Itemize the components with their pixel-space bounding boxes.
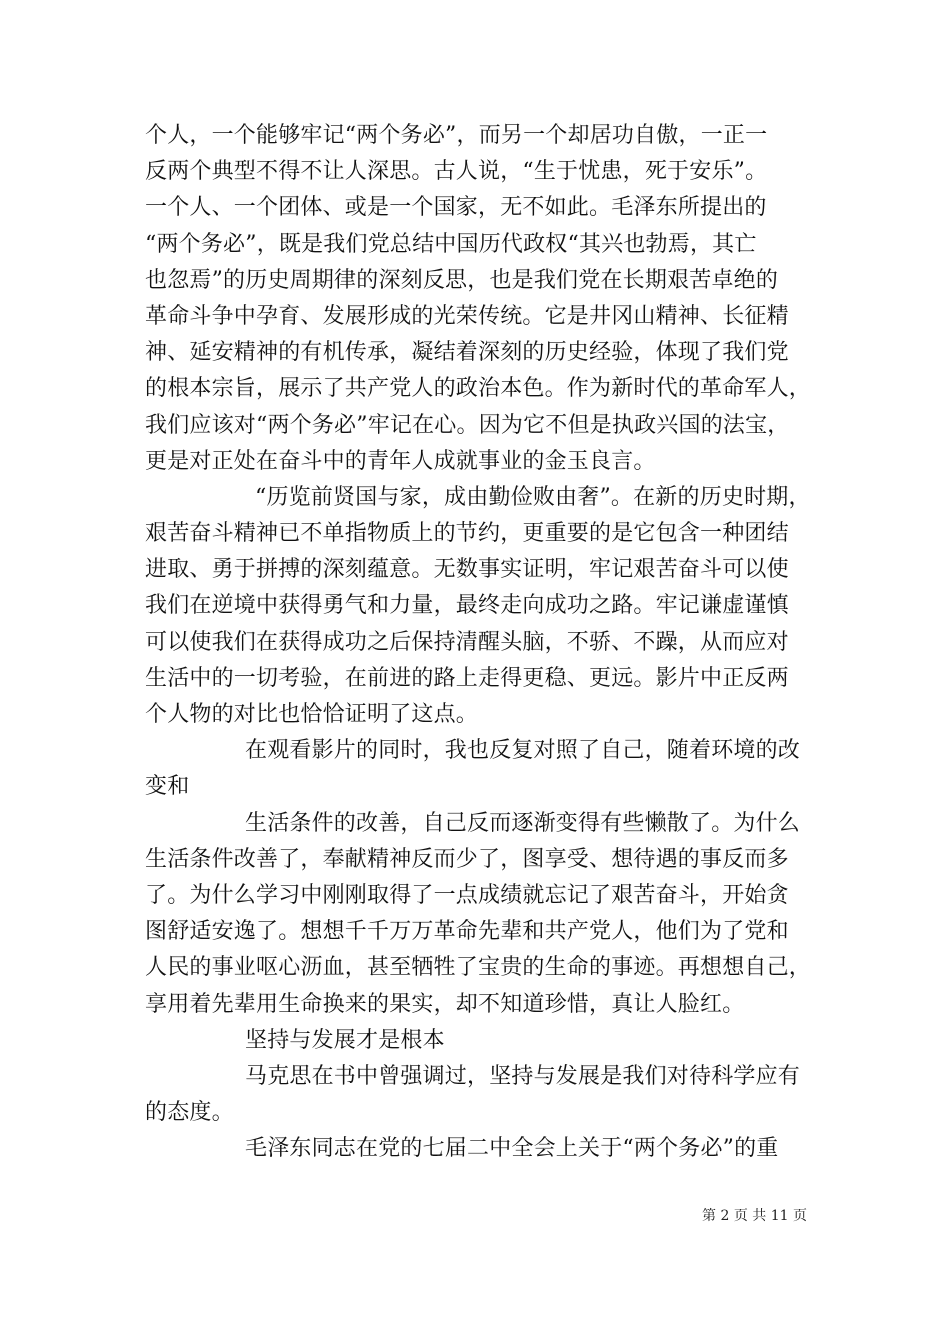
text-line: 人民的事业呕心沥血，甚至牺牲了宝贵的生命的事迹。再想想自己， (145, 955, 812, 981)
paragraph-start-line: 在观看影片的同时，我也反复对照了自己，随着环境的改 (245, 738, 801, 764)
paragraph-start-line: 毛泽东同志在党的七届二中全会上关于“两个务必”的重 (245, 1136, 779, 1162)
text-line: 也忽焉”的历史周期律的深刻反思，也是我们党在长期艰苦卓绝的 (145, 267, 779, 293)
text-line: 的根本宗旨，展示了共产党人的政治本色。作为新时代的革命军人， (145, 376, 812, 402)
text-line: 生活中的一切考验，在前进的路上走得更稳、更远。影片中正反两 (145, 665, 789, 691)
text-line: 更是对正处在奋斗中的青年人成就事业的金玉良言。 (145, 448, 656, 474)
text-line: 可以使我们在获得成功之后保持清醒头脑，不骄、不躁，从而应对 (145, 629, 789, 655)
text-line: 享用着先辈用生命换来的果实，却不知道珍惜，真让人脸红。 (145, 991, 745, 1017)
text-line: 图舒适安逸了。想想千千万万革命先辈和共产党人，他们为了党和 (145, 919, 789, 945)
text-line: 革命斗争中孕育、发展形成的光荣传统。它是井冈山精神、长征精 (145, 303, 789, 329)
paragraph-start-line: 马克思在书中曾强调过，坚持与发展是我们对待科学应有 (245, 1063, 801, 1089)
text-line: 生活条件改善了，奉献精神反而少了，图享受、想待遇的事反而多 (145, 846, 789, 872)
text-line: 的态度。 (145, 1100, 234, 1126)
text-line: 我们应该对“两个务必”牢记在心。因为它不但是执政兴国的法宝， (145, 412, 790, 438)
text-line: 变和 (145, 774, 190, 800)
text-line: 我们在逆境中获得勇气和力量，最终走向成功之路。牢记谦虚谨慎 (145, 593, 789, 619)
text-line: 个人物的对比也恰恰证明了这点。 (145, 702, 479, 727)
text-line: 了。为什么学习中刚刚取得了一点成绩就忘记了艰苦奋斗，开始贪 (145, 882, 789, 908)
section-heading: 坚持与发展才是根本 (245, 1027, 445, 1053)
text-line: 艰苦奋斗精神已不单指物质上的节约，更重要的是它包含一种团结 (145, 521, 789, 547)
text-line: 神、延安精神的有机传承，凝结着深刻的历史经验，体现了我们党 (145, 340, 789, 366)
paragraph-start-line: 生活条件的改善，自己反而逐渐变得有些懒散了。为什么 (245, 810, 801, 836)
text-line: 反两个典型不得不让人深思。古人说，“生于忧患，死于安乐”。 (145, 159, 768, 185)
text-line: 一个人、一个团体、或是一个国家，无不如此。毛泽东所提出的 (145, 195, 767, 221)
text-line: 进取、勇于拼搏的深刻蕴意。无数事实证明，牢记艰苦奋斗可以使 (145, 557, 789, 583)
body-text (145, 118, 810, 1167)
paragraph-start-line: “历览前贤国与家，成由勤俭败由奢”。在新的历史时期， (255, 484, 811, 510)
text-line: “两个务必”，既是我们党总结中国历代政权“其兴也勃焉，其亡 (145, 231, 757, 257)
text-line: 个人，一个能够牢记“两个务必”，而另一个却居功自傲，一正一 (145, 123, 768, 148)
page-number: 第 2 页 共 11 页 (702, 1208, 807, 1224)
